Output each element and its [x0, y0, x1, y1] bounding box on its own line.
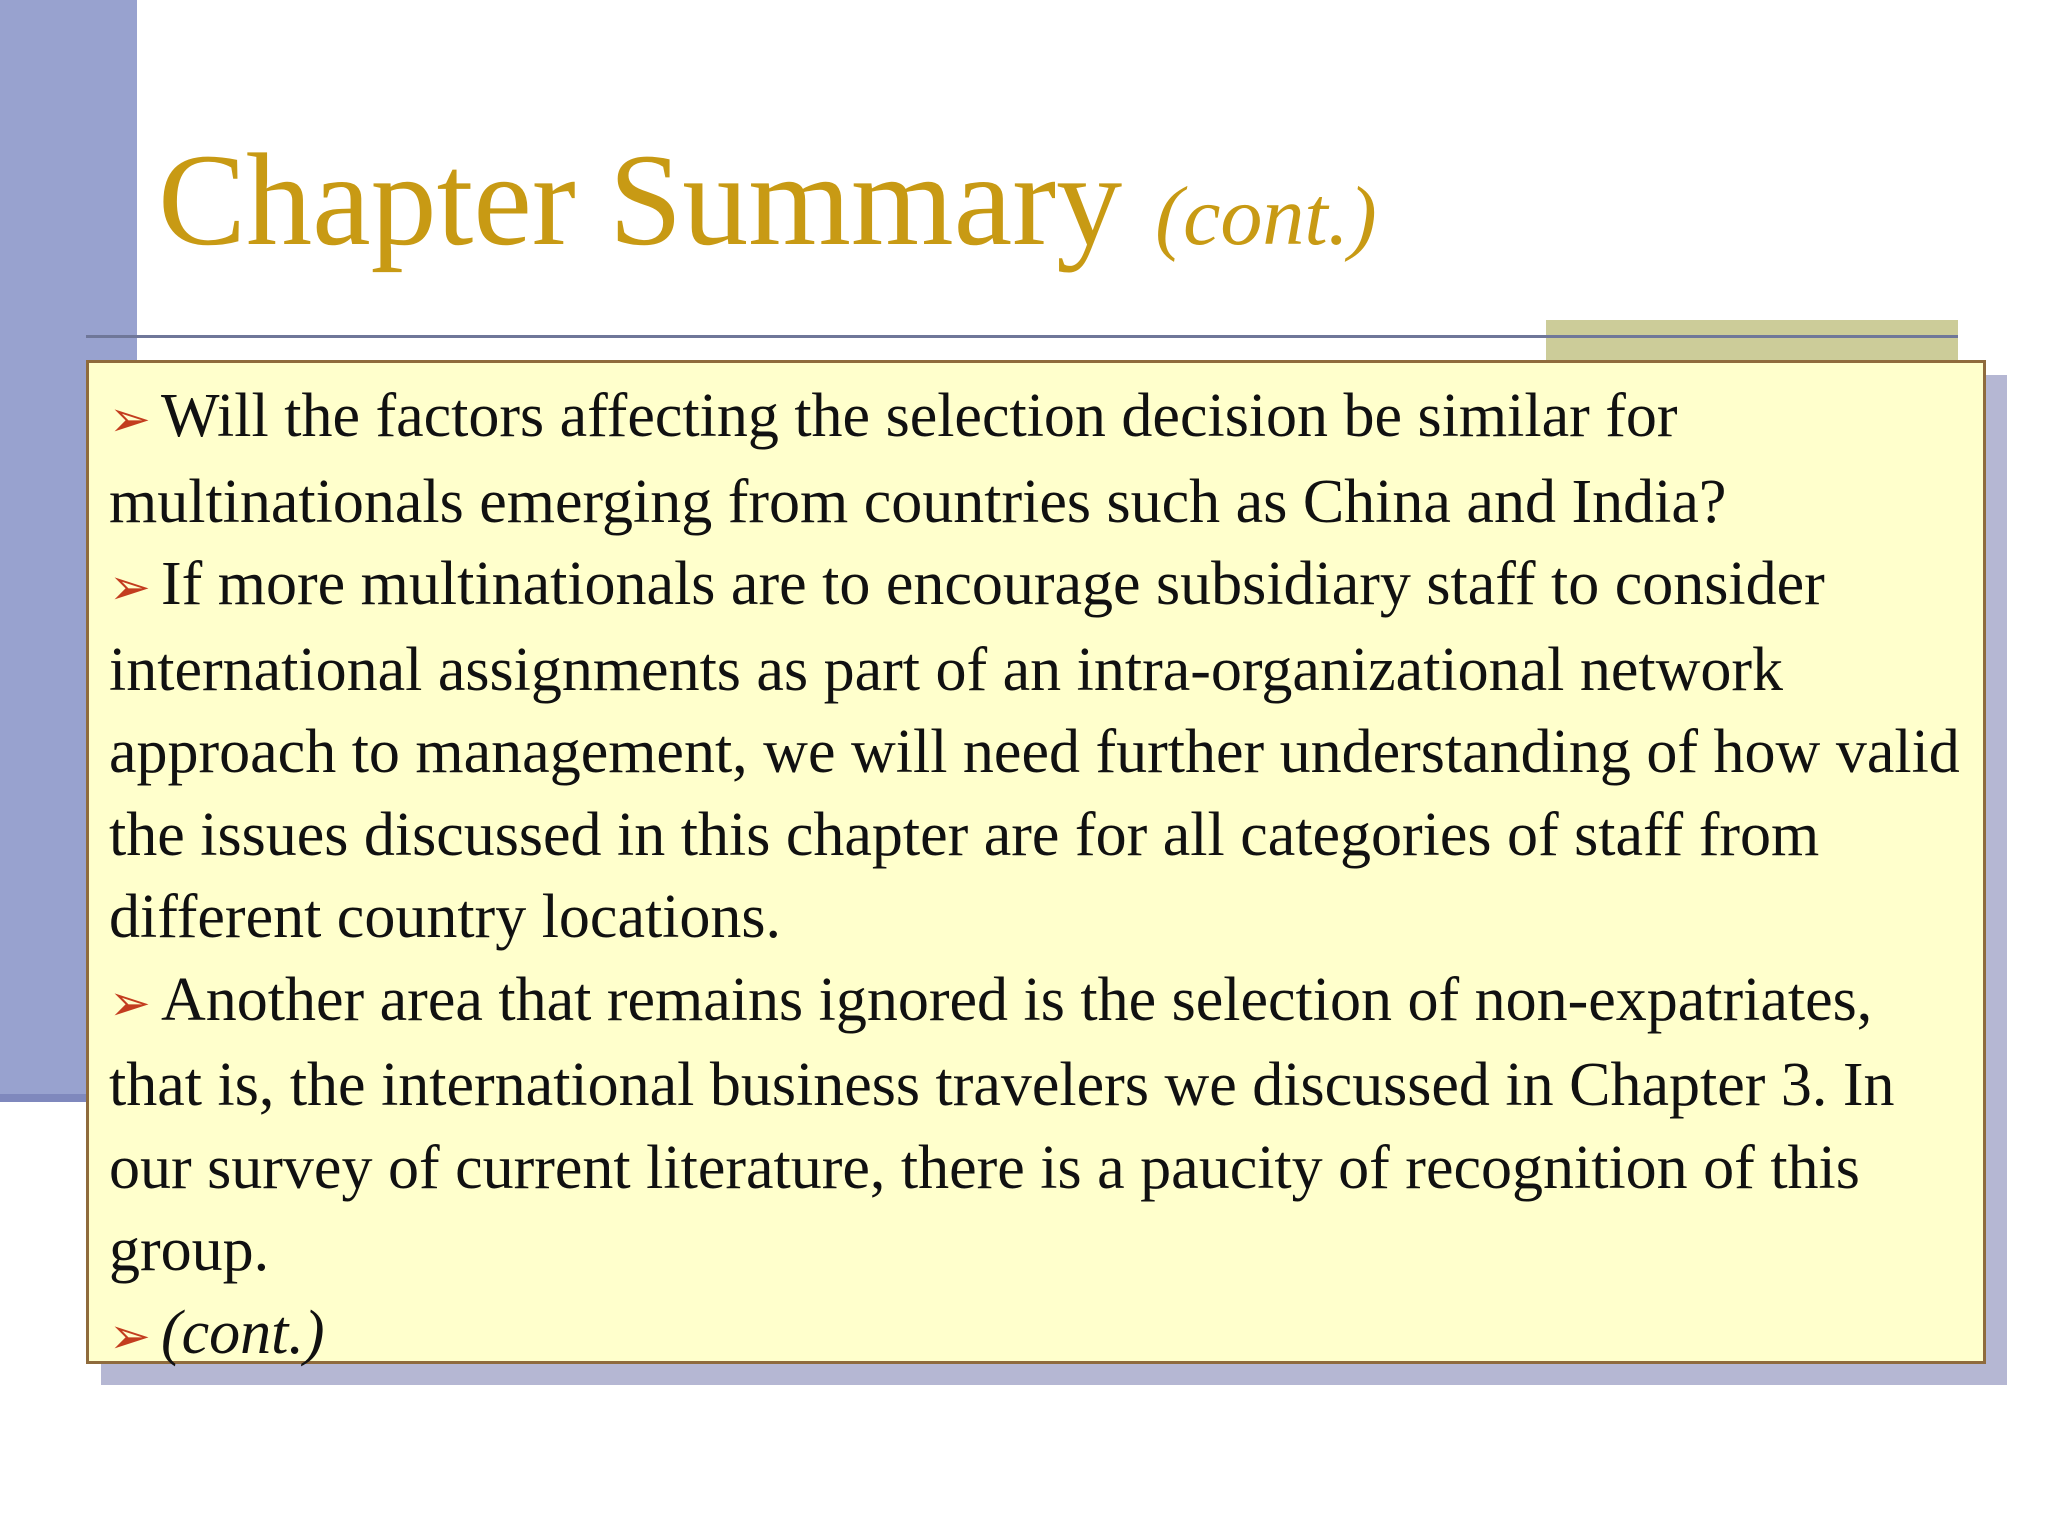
- bullet-text: Will the factors affecting the selection decision be similar for multinationals emerging from countries such as China and India?: [109, 382, 1727, 536]
- content-box: [86, 360, 1986, 1367]
- bullet-item: [109, 959, 1963, 1292]
- bullet-text: If more multinationals are to encourage subsidiary staff to consider international assignments as part of an intra-organizational network approach to management, we will need further understanding of how valid the issues discussed in this chapter are for all categories of staff from different country locations.: [109, 550, 1960, 951]
- arrow-bullet-icon: ➢: [109, 1307, 151, 1364]
- olive-accent-block: [1546, 320, 1958, 360]
- bullet-item: [109, 1292, 1963, 1378]
- slide-title: [158, 120, 1377, 297]
- bullet-item: [109, 543, 1963, 959]
- arrow-bullet-icon: ➢: [109, 559, 151, 615]
- bullet-list: [89, 363, 1983, 1377]
- title-suffix: (cont.): [1155, 170, 1377, 263]
- bullet-text: (cont.): [161, 1298, 325, 1367]
- arrow-bullet-icon: ➢: [109, 391, 151, 447]
- bullet-text: Another area that remains ignored is the selection of non-expatriates, that is, the international business travelers we discussed in Chapter 3. In our survey of current literature, there is a paucity of recognition of this group.: [109, 965, 1895, 1284]
- title-text: Chapter Summary: [158, 126, 1123, 273]
- title-rule: [86, 335, 1958, 338]
- bullet-item: [109, 375, 1963, 543]
- arrow-bullet-icon: ➢: [109, 974, 151, 1031]
